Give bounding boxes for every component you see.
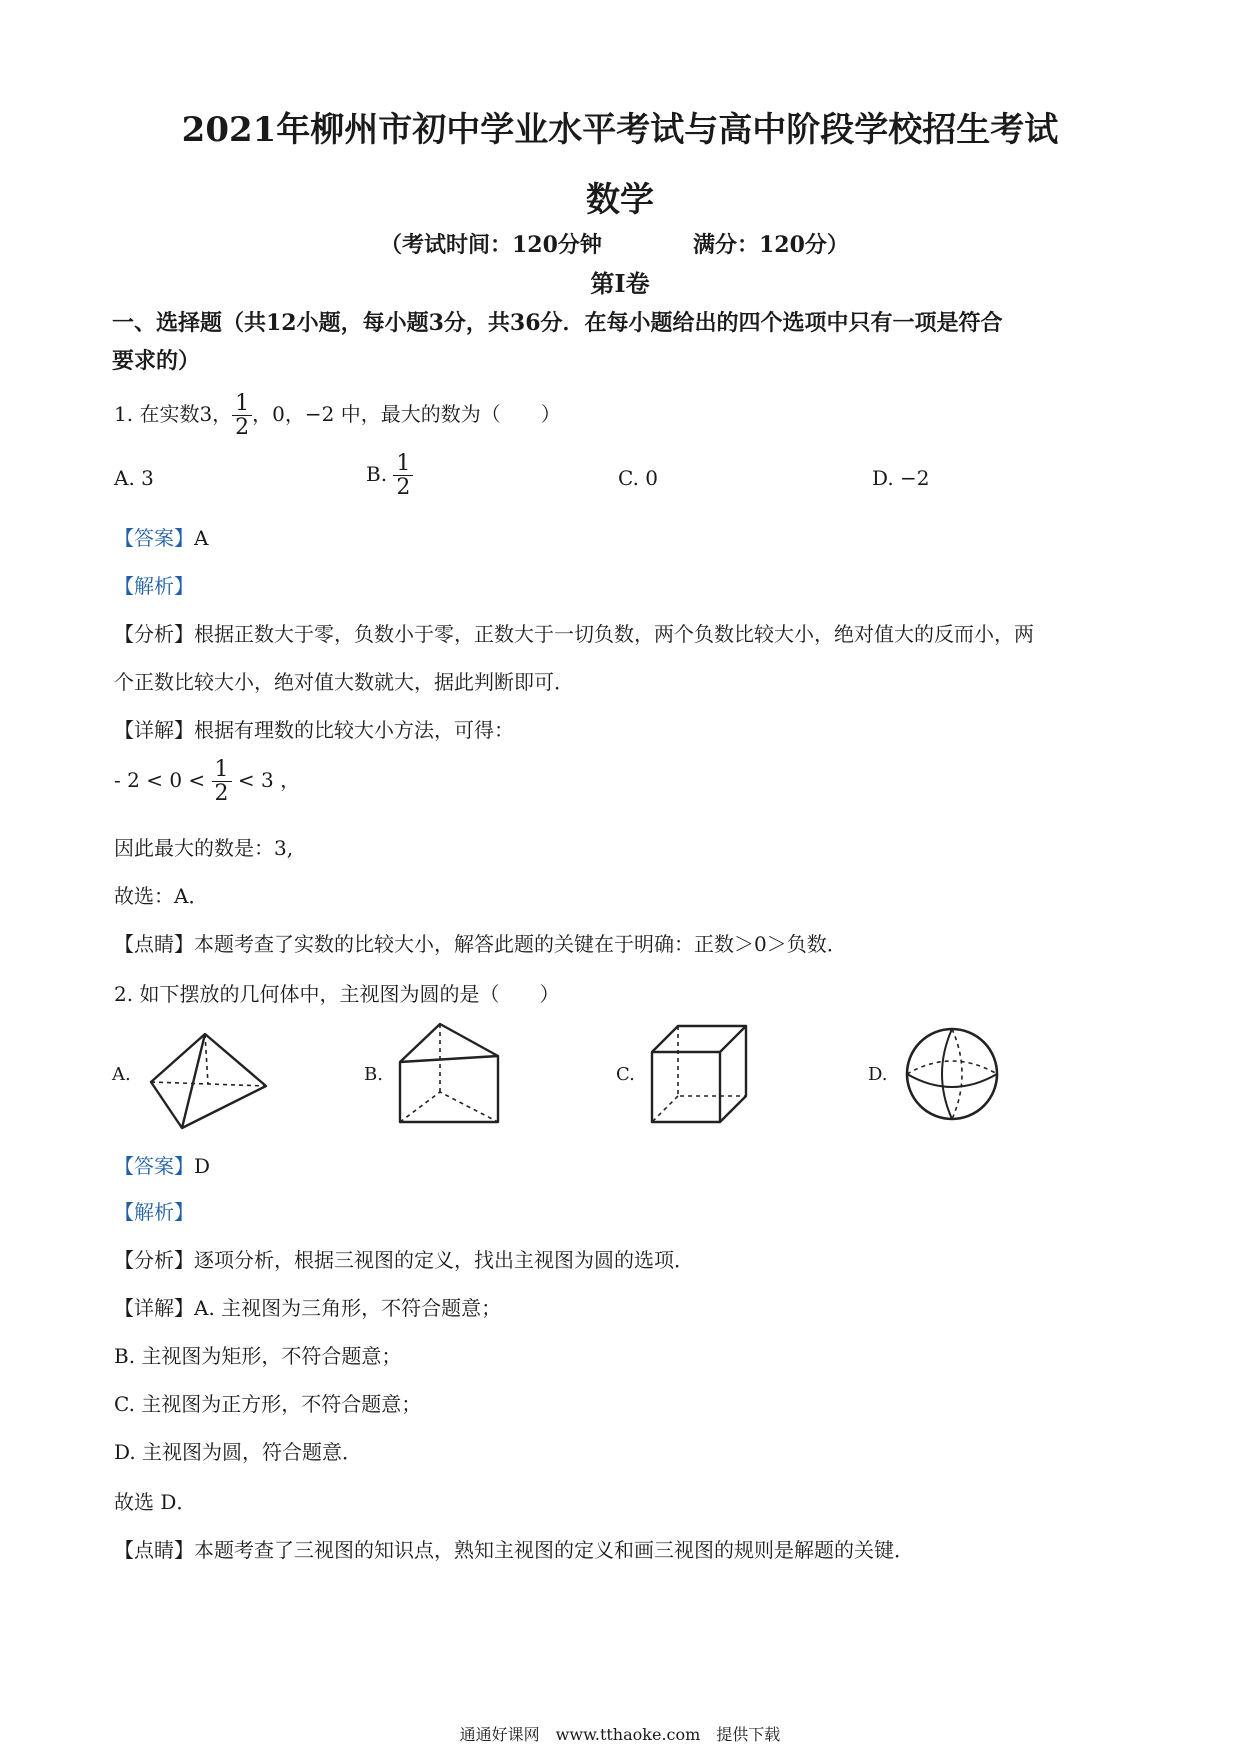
pyramid-icon: [148, 1030, 268, 1134]
answer-value: D: [194, 1154, 211, 1178]
ineq-prefix: - 2 < 0 <: [114, 768, 206, 793]
q2-option-d-label: D.: [868, 1064, 888, 1085]
answer-tag: 【答案】: [114, 1154, 194, 1178]
xiangjie-tag: 【详解】: [114, 718, 194, 742]
q2-dianjing: [114, 1534, 914, 1563]
q2-option-c-label: C.: [616, 1064, 635, 1085]
ineq-fraction: [212, 758, 232, 805]
frac-num: 1: [393, 452, 413, 476]
frac-num: 1: [212, 758, 232, 782]
dianjing-text: 本题考查了实数的比较大小，解答此题的关键在于明确：正数＞0＞负数．: [194, 932, 847, 956]
full-score: 满分：120分）: [693, 232, 849, 258]
q2-xiangjie: [114, 1292, 501, 1321]
q1-choose: 故选：A．: [114, 884, 209, 908]
exam-title: 2021年柳州市初中学业水平考试与高中阶段学校招生考试: [181, 110, 1059, 150]
volume-label: 第Ⅰ卷: [590, 269, 650, 298]
q1-fenxi-line2: 个正数比较大小，绝对值大数就大，据此判断即可．: [114, 670, 574, 694]
answer-value: A: [194, 526, 209, 550]
exam-time: （考试时间：120分钟: [380, 232, 602, 258]
q2-line-d: D. 主视图为圆，符合题意．: [114, 1440, 363, 1464]
fenxi-text: 根据正数大于零，负数小于零，正数大于一切负数，两个负数比较大小，绝对值大的反而小，两: [194, 622, 1034, 646]
q2-answer: [114, 1150, 210, 1179]
q1-answer: [114, 522, 208, 551]
fenxi-tag: 【分析】: [114, 622, 194, 646]
answer-tag: 【答案】: [114, 526, 194, 550]
triangular-prism-icon: [396, 1020, 506, 1142]
footer-source: 通通好课网 www.tthaoke.com 提供下载: [459, 1725, 781, 1744]
dianjing-tag: 【点睛】: [114, 1538, 194, 1562]
xiangjie-text: A. 主视图为三角形，不符合题意；: [194, 1296, 502, 1320]
section-heading-line1: 一、选择题（共12小题，每小题3分，共36分．在每小题给出的四个选项中只有一项是符合: [112, 310, 1003, 336]
frac-den: 2: [214, 781, 229, 807]
q2-option-a-label: A.: [112, 1064, 131, 1085]
stem-suffix: ，0，−2 中，最大的数为（ ）: [252, 402, 561, 427]
frac-num: 1: [232, 392, 252, 416]
q2-analysis-tag: 【解析】: [114, 1200, 194, 1224]
option-d: D. −2: [872, 466, 930, 490]
q2-line-c: C. 主视图为正方形，不符合题意；: [114, 1392, 422, 1416]
fenxi-tag: 【分析】: [114, 1248, 194, 1272]
cube-icon: [648, 1022, 752, 1130]
dianjing-text: 本题考查了三视图的知识点，熟知主视图的定义和画三视图的规则是解题的关键．: [194, 1538, 914, 1562]
question-2-stem: 2. 如下摆放的几何体中，主视图为圆的是（ ）: [114, 982, 560, 1006]
q1-dianjing: [114, 928, 847, 957]
q2-choose: 故选 D．: [114, 1490, 197, 1514]
xiangjie-tag: 【详解】: [114, 1296, 194, 1320]
q1-fenxi-line1: [114, 618, 1034, 647]
frac-den: 2: [396, 475, 411, 501]
option-a: A. 3: [114, 466, 154, 490]
fenxi-text: 逐项分析，根据三视图的定义，找出主视图为圆的选项．: [194, 1248, 694, 1272]
q1-conclusion: 因此最大的数是：3,: [114, 836, 294, 860]
q1-inequality: [114, 758, 300, 805]
fraction-one-half: [232, 392, 252, 439]
option-c: C. 0: [618, 466, 659, 490]
frac-den: 2: [235, 415, 250, 441]
ineq-suffix: < 3 ，: [237, 768, 301, 793]
option-b-label: B.: [366, 462, 388, 487]
sphere-icon: [902, 1024, 1002, 1128]
question-1-stem: [114, 392, 561, 439]
section-heading-line2: 要求的）: [112, 348, 201, 374]
q1-analysis-tag: 【解析】: [114, 574, 194, 598]
subject-title: 数学: [586, 180, 654, 220]
stem-prefix: 1. 在实数3，: [114, 402, 233, 427]
q2-fenxi: [114, 1244, 694, 1273]
q2-option-b-label: B.: [364, 1064, 383, 1085]
q1-xiangjie: [114, 714, 514, 743]
q2-line-b: B. 主视图为矩形，不符合题意；: [114, 1344, 402, 1368]
option-b-fraction: [393, 452, 413, 499]
xiangjie-text: 根据有理数的比较大小方法，可得：: [194, 718, 514, 742]
dianjing-tag: 【点睛】: [114, 932, 194, 956]
option-b: [366, 452, 413, 499]
